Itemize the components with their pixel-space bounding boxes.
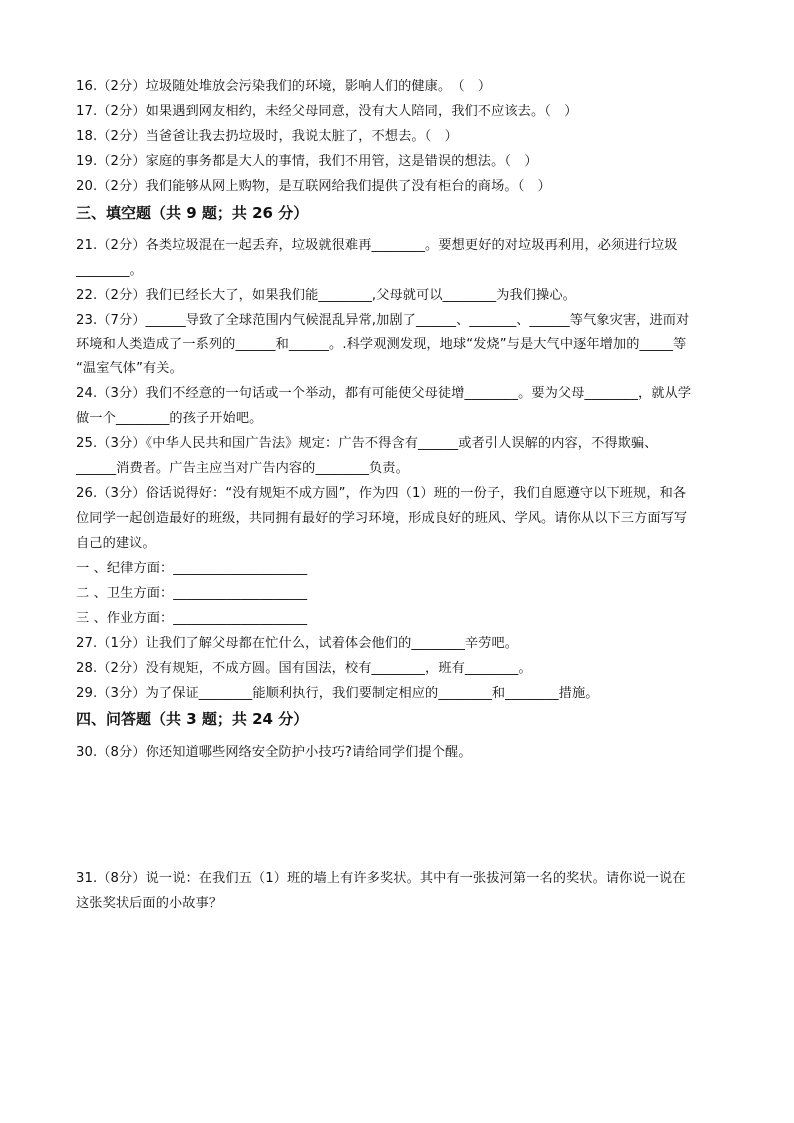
question-31-line-2: 这张奖状后面的小故事？: [76, 896, 223, 911]
question-26-discipline: 一 、纪律方面：____________________: [76, 561, 308, 576]
question-30: 30.（8分）你还知道哪些网络安全防护小技巧?请给同学们提个醒。: [76, 745, 472, 760]
question-22: 22.（2分）我们已经长大了，如果我们能________,父母就可以________为我们操心。: [76, 288, 576, 303]
question-21-line-2: ________。: [76, 263, 143, 278]
question-31-line-1: 31.（8分）说一说：在我们五（1）班的墙上有许多奖状。其中有一张拔河第一名的奖状。请你说一说在: [76, 871, 686, 886]
question-16: 16.（2分）垃圾随处堆放会污染我们的环境，影响人们的健康。 （ ）: [76, 79, 492, 94]
question-17: 17.（2分）如果遇到网友相约，未经父母同意，没有大人陪同，我们不应该去。（ ）: [76, 104, 578, 119]
question-23-line-1: 23.（7分）______导致了全球范围内气候混乱异常,加剧了______、_______、______等气象灾害，进而对: [76, 313, 690, 328]
question-19: 19.（2分）家庭的事务都是大人的事情，我们不用管，这是错误的想法。（ ）: [76, 154, 538, 169]
question-29: 29.（3分）为了保证________能顺利执行，我们要制定相应的________和________措施。: [76, 686, 599, 701]
question-28: 28.（2分）没有规矩，不成方圆。国有国法，校有________，班有________。: [76, 661, 532, 676]
question-26-line-1: 26.（3分）俗话说得好：“没有规矩不成方圆”，作为四（1）班的一份子，我们自愿遵守以下班规，和各: [76, 486, 687, 501]
question-26-line-2: 位同学一起创造最好的班级，共同拥有最好的学习环境，形成良好的班风、学风。请你从以下三方面写写: [76, 511, 688, 526]
question-23-line-2: 环境和人类造成了一系列的______和______。.科学观测发现，地球“发烧”与是大气中逐年增加的_____等: [76, 337, 687, 352]
question-18: 18.（2分）当爸爸让我去扔垃圾时，我说太脏了，不想去。（ ）: [76, 129, 458, 144]
question-24-line-2: 做一个________的孩子开始吧。: [76, 411, 263, 426]
question-24-line-1: 24.（3分）我们不经意的一句话或一个举动，都有可能使父母徒增________。要为父母________，就从学: [76, 386, 692, 401]
question-25-line-1: 25.（3分）《中华人民共和国广告法》规定：广告不得含有______或者引人误解的内容，不得欺骗、: [76, 436, 658, 451]
question-26-line-3: 自己的建议。: [76, 536, 156, 551]
question-27: 27.（1分）让我们了解父母都在忙什么，试着体会他们的________辛劳吧。: [76, 636, 519, 651]
question-26-homework: 三 、作业方面：____________________: [76, 611, 308, 626]
question-26-hygiene: 二 、卫生方面：____________________: [76, 586, 308, 601]
section-heading-answer: 四、问答题（共 3 题；共 24 分）: [76, 710, 309, 728]
question-20: 20.（2分）我们能够从网上购物，是互联网给我们提供了没有柜台的商场。（ ）: [76, 179, 551, 194]
question-25-line-2: ______消费者。广告主应当对广告内容的________负责。: [76, 461, 409, 476]
question-21-line-1: 21.（2分）各类垃圾混在一起丢弃，垃圾就很难再________。要想更好的对垃圾再利用，必须进行垃圾: [76, 238, 678, 253]
question-23-line-3: “温室气体”有关。: [76, 361, 183, 376]
section-heading-fill-in: 三、填空题（共 9 题；共 26 分）: [76, 204, 309, 222]
